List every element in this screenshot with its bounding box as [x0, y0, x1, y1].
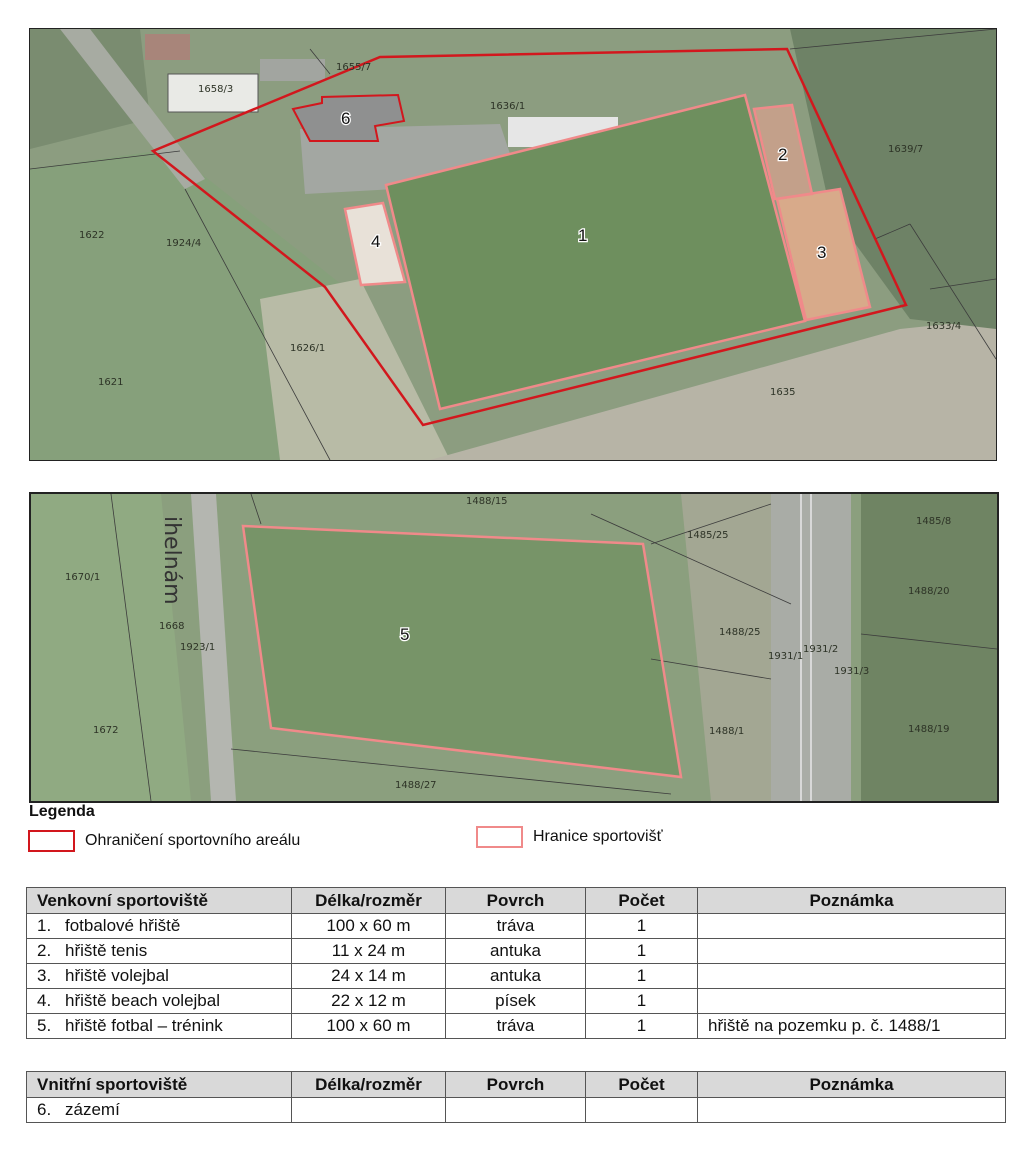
- parcel-label: 1488/19: [908, 724, 950, 735]
- header-facility: Vnitřní sportoviště: [27, 1072, 292, 1098]
- field-number-1: 1: [578, 226, 588, 245]
- cell-note: [698, 989, 1006, 1014]
- parcel-label: 1621: [98, 377, 124, 388]
- row-number: 3.: [37, 966, 52, 985]
- cell-surface: [446, 1098, 586, 1123]
- cell-count: 1: [586, 989, 698, 1014]
- header-size: Délka/rozměr: [292, 888, 446, 914]
- facility-name: hřiště volejbal: [65, 966, 169, 985]
- parcel-label: 1636/1: [490, 101, 526, 112]
- parcel-label: 1488/15: [466, 496, 508, 507]
- parcel-label: 1931/2: [803, 644, 839, 655]
- parcel-label: 1635: [770, 387, 796, 398]
- cell-note: hřiště na pozemku p. č. 1488/1: [698, 1014, 1006, 1039]
- field-number-6: 6: [341, 109, 351, 128]
- row-number: 2.: [37, 941, 52, 960]
- legend-title: Legenda: [29, 803, 95, 820]
- legend-label-fields: Hranice sportovišť: [533, 828, 663, 845]
- header-count: Počet: [586, 888, 698, 914]
- legend-swatch-boundary: [28, 830, 75, 852]
- table-header-row: [27, 1072, 1006, 1098]
- parcel-label: 1655/7: [336, 62, 372, 73]
- cell-count: 1: [586, 964, 698, 989]
- table-row: [27, 964, 1006, 989]
- cell-note: [698, 1098, 1006, 1123]
- header-facility: Venkovní sportoviště: [27, 888, 292, 914]
- parcel-label: 1485/25: [687, 530, 729, 541]
- parcel-label: 1668: [159, 621, 185, 632]
- table-row: [27, 989, 1006, 1014]
- row-number: 5.: [37, 1016, 52, 1035]
- cell-facility: [27, 1098, 292, 1123]
- parcel-label: 1658/3: [198, 84, 234, 95]
- cell-count: [586, 1098, 698, 1123]
- parcel-label: 1488/27: [395, 780, 437, 791]
- parcel-label: 1626/1: [290, 343, 326, 354]
- cell-note: [698, 914, 1006, 939]
- parcel-label: 1633/4: [926, 321, 962, 332]
- parcel-label: 1488/20: [908, 586, 950, 597]
- outdoor-facilities-table: [26, 887, 1006, 1039]
- table-row: [27, 1014, 1006, 1039]
- parcel-label: 1622: [79, 230, 105, 241]
- cell-count: 1: [586, 939, 698, 964]
- cell-facility: [27, 1014, 292, 1039]
- map-bottom-canvas: [31, 494, 997, 801]
- building-roof-2: [260, 59, 325, 81]
- parcel-label: 1639/7: [888, 144, 924, 155]
- building-roof: [145, 34, 190, 60]
- header-note: Poznámka: [698, 1072, 1006, 1098]
- legend-item-fields: [476, 826, 663, 848]
- cell-size: 11 x 24 m: [292, 939, 446, 964]
- facility-name: fotbalové hřiště: [65, 916, 181, 935]
- legend-swatch-fields: [476, 826, 523, 848]
- cell-size: 24 x 14 m: [292, 964, 446, 989]
- header-surface: Povrch: [446, 1072, 586, 1098]
- map-top-canvas: [30, 29, 996, 460]
- parcel-label: 1931/1: [768, 651, 804, 662]
- table-header-row: [27, 888, 1006, 914]
- parcel-label: 1924/4: [166, 238, 202, 249]
- cell-size: [292, 1098, 446, 1123]
- parcel-label: 1931/3: [834, 666, 870, 677]
- header-note: Poznámka: [698, 888, 1006, 914]
- row-number: 6.: [37, 1100, 52, 1119]
- row-number: 1.: [37, 916, 52, 935]
- cell-surface: písek: [446, 989, 586, 1014]
- facility-name: hřiště tenis: [65, 941, 148, 960]
- table-row: [27, 939, 1006, 964]
- field-number-3: 3: [817, 243, 827, 262]
- parcel-label: 1488/1: [709, 726, 745, 737]
- cell-size: 22 x 12 m: [292, 989, 446, 1014]
- header-count: Počet: [586, 1072, 698, 1098]
- table-row: [27, 914, 1006, 939]
- cell-surface: antuka: [446, 964, 586, 989]
- cell-note: [698, 939, 1006, 964]
- cell-surface: tráva: [446, 914, 586, 939]
- parcel-label: 1485/8: [916, 516, 952, 527]
- cell-surface: antuka: [446, 939, 586, 964]
- cell-facility: [27, 964, 292, 989]
- facility-name: hřiště beach volejbal: [65, 991, 220, 1010]
- parcel-label: 1488/25: [719, 627, 761, 638]
- facility-name: hřiště fotbal – trénink: [65, 1016, 223, 1035]
- street-label: ihelnám: [159, 516, 184, 605]
- field-number-5: 5: [400, 625, 410, 644]
- parcel-label: 1670/1: [65, 572, 101, 583]
- legend-label-boundary: Ohraničení sportovního areálu: [85, 832, 301, 849]
- cell-count: 1: [586, 1014, 698, 1039]
- cell-facility: [27, 989, 292, 1014]
- cell-count: 1: [586, 914, 698, 939]
- parcel-label: 1672: [93, 725, 119, 736]
- cell-facility: [27, 939, 292, 964]
- map-bottom[interactable]: [29, 492, 999, 803]
- map-top[interactable]: [29, 28, 997, 461]
- parcel-label: 1923/1: [180, 642, 216, 653]
- field-number-4: 4: [371, 232, 381, 251]
- cell-surface: tráva: [446, 1014, 586, 1039]
- field-number-2: 2: [778, 145, 788, 164]
- header-size: Délka/rozměr: [292, 1072, 446, 1098]
- cell-facility: [27, 914, 292, 939]
- row-number: 4.: [37, 991, 52, 1010]
- cell-size: 100 x 60 m: [292, 914, 446, 939]
- forest-east: [861, 494, 997, 801]
- table-row: [27, 1098, 1006, 1123]
- facility-name: zázemí: [65, 1100, 120, 1119]
- header-surface: Povrch: [446, 888, 586, 914]
- legend-item-boundary: [28, 830, 300, 852]
- cell-size: 100 x 60 m: [292, 1014, 446, 1039]
- indoor-facilities-table: [26, 1071, 1006, 1123]
- cell-note: [698, 964, 1006, 989]
